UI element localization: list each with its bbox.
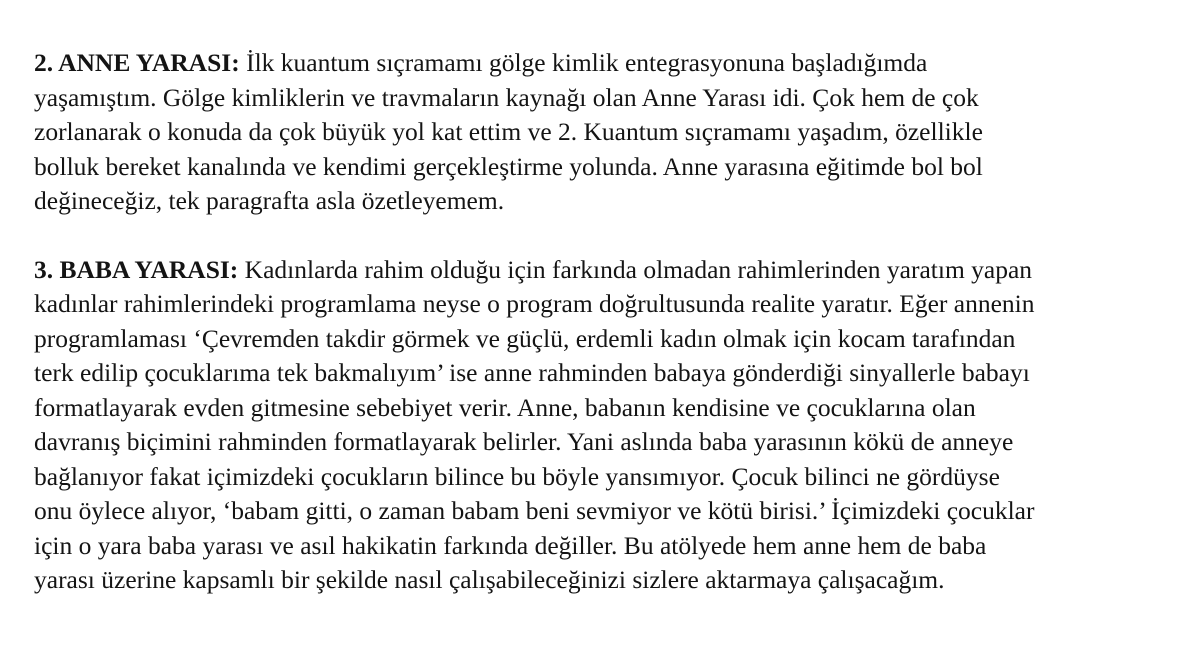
paragraph-line — [34, 46, 1174, 81]
line-text: Kadınlarda rahim olduğu için farkında olmadan rahimlerinden yaratım yapan — [238, 254, 1033, 284]
document-page — [34, 46, 1174, 598]
line-text: İlk kuantum sıçramamı gölge kimlik entegrasyonuna başladığımda — [239, 48, 928, 77]
paragraph-line: terk edilip çocuklarıma tek bakmalıyım’ ise anne rahminden babaya gönderdiği sinyallerle babayı — [34, 358, 1030, 387]
paragraph-line — [34, 253, 1174, 288]
paragraph-line: için o yara baba yarası ve asıl hakikatin farkında değiller. Bu atölyede hem anne hem de baba — [34, 530, 987, 560]
section-heading: 3. BABA YARASI: — [34, 254, 239, 284]
paragraph-line: yaşamıştım. Gölge kimliklerin ve travmaların kaynağı olan Anne Yarası idi. Çok hem de çok — [34, 82, 979, 112]
section-heading: 2. ANNE YARASI: — [34, 48, 240, 77]
paragraph-line: değineceğiz, tek paragrafta asla özetleyemem. — [34, 186, 505, 215]
section-anne-yarasi — [34, 46, 1174, 219]
paragraph-line: bolluk bereket kanalında ve kendimi gerçekleştirme yolunda. Anne yarasına eğitimde bol bol — [34, 151, 983, 181]
paragraph-line: onu öylece alıyor, ‘babam gitti, o zaman babam beni sevmiyor ve kötü birisi.’ İçimizdeki çocuklar — [34, 496, 1035, 525]
paragraph-line: formatlayarak evden gitmesine sebebiyet verir. Anne, babanın kendisine ve çocuklarına olan — [34, 392, 976, 422]
paragraph-line: bağlanıyor fakat içimizdeki çocukların bilince bu böyle yansımıyor. Çocuk bilinci ne gördüyse — [34, 461, 1000, 491]
paragraph-line: davranış biçimini rahminden formatlayarak belirler. Yani aslında baba yarasının kökü de anneye — [34, 427, 1014, 456]
paragraph-line: yarası üzerine kapsamlı bir şekilde nasıl çalışabileceğinizi sizlere aktarmaya çalışacağım. — [34, 565, 945, 594]
paragraph-line: programlaması ‘Çevremden takdir görmek ve güçlü, erdemli kadın olmak için kocam tarafından — [34, 323, 1016, 353]
paragraph-line: zorlanarak o konuda da çok büyük yol kat ettim ve 2. Kuantum sıçramamı yaşadım, özellikle — [34, 117, 983, 146]
paragraph-line: kadınlar rahimlerindeki programlama neyse o program doğrultusunda realite yaratır. Eğer annenin — [34, 289, 1035, 318]
section-baba-yarasi — [34, 253, 1174, 598]
